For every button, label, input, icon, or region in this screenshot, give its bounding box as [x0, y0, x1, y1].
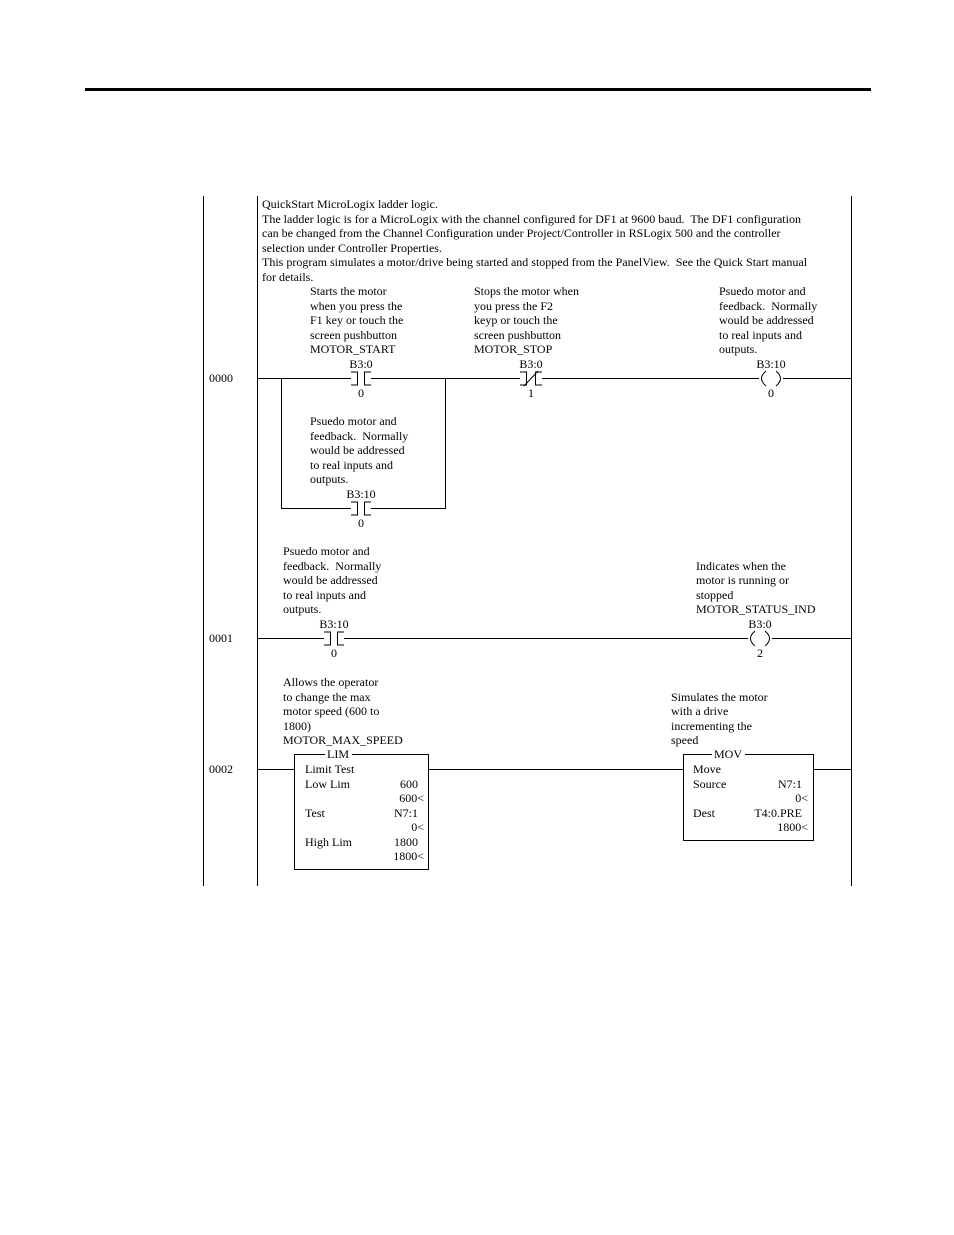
lim-low-lim-current: 600<: [399, 791, 424, 805]
lim-block-type: LIM: [327, 746, 349, 761]
lim-block-comment: motor speed (600 to: [283, 704, 380, 719]
header-comment-line: selection under Controller Properties.: [262, 240, 442, 255]
branch-contact-comment: would be addressed: [310, 443, 405, 458]
lim-block-comment: Allows the operator: [283, 675, 379, 689]
status-coil-bit: 2: [757, 646, 763, 660]
branch-contact-comment: Psuedo motor and: [310, 414, 397, 428]
output-coil-comment: to real inputs and: [719, 327, 802, 342]
start-contact-comment: MOTOR_START: [310, 342, 396, 357]
output-coil-address: B3:10: [756, 356, 786, 371]
lim-high-lim-value: 1800: [394, 834, 418, 849]
output-coil-bit: 0: [768, 386, 774, 400]
mov-block-comment: with a drive: [671, 704, 729, 719]
rung-number: 0002: [209, 762, 233, 776]
output-coil-comment: feedback. Normally: [719, 298, 818, 313]
start-contact-address: B3:0: [349, 356, 373, 371]
stop-contact-comment: Stops the motor when: [474, 284, 579, 298]
stop-contact-comment: screen pushbutton: [474, 327, 561, 342]
lim-high-lim-label: High Lim: [305, 834, 352, 849]
mov-block-comment: speed: [671, 733, 699, 748]
status-coil-comment: MOTOR_STATUS_IND: [696, 602, 816, 617]
mov-source-label: Source: [693, 776, 727, 791]
branch-contact-comment: outputs.: [310, 472, 349, 487]
header-comment-line: The ladder logic is for a MicroLogix with the channel configured for DF1 at 9600 baud. The DF1 configuration: [262, 211, 801, 226]
feedback-contact-comment: feedback. Normally: [283, 558, 382, 573]
status-coil-address: B3:0: [748, 616, 772, 631]
rung-number: 0001: [209, 631, 233, 645]
status-coil-comment: Indicates when the: [696, 558, 786, 573]
stop-contact-address: B3:0: [519, 356, 543, 371]
header-comment-line: QuickStart MicroLogix ladder logic.: [262, 197, 438, 211]
feedback-contact-symbol: [324, 632, 344, 645]
mov-block-comment: Simulates the motor: [671, 689, 768, 704]
feedback-contact-bit: 0: [331, 646, 337, 660]
lim-block-comment: to change the max: [283, 689, 371, 704]
lim-block-comment: MOTOR_MAX_SPEED: [283, 733, 403, 748]
lim-low-lim-label: Low Lim: [305, 776, 350, 791]
feedback-contact-comment: to real inputs and: [283, 587, 366, 602]
lim-low-lim-value: 600: [400, 776, 418, 791]
branch-contact-bit: 0: [358, 516, 364, 530]
branch-contact-address: B3:10: [346, 486, 376, 501]
mov-dest-current: 1800<: [777, 820, 808, 834]
mov-block-comment: incrementing the: [671, 718, 752, 733]
lim-test-value: N7:1: [394, 805, 418, 820]
mov-block-type: MOV: [714, 746, 743, 761]
lim-block-title: Limit Test: [305, 761, 355, 776]
stop-contact-symbol: [520, 371, 542, 386]
status-coil-comment: stopped: [696, 587, 734, 602]
output-coil-b3-10-symbol: [762, 371, 781, 386]
output-coil-comment: Psuedo motor and: [719, 284, 806, 298]
feedback-contact-address: B3:10: [319, 616, 349, 631]
output-coil-comment: would be addressed: [719, 313, 814, 328]
stop-contact-bit: 1: [528, 386, 534, 400]
start-contact-symbol: [351, 372, 371, 385]
stop-contact-comment: you press the F2: [474, 298, 553, 313]
lim-test-label: Test: [305, 805, 325, 820]
start-contact-comment: when you press the: [310, 298, 403, 313]
stop-contact-comment: MOTOR_STOP: [474, 342, 553, 357]
start-contact-comment: F1 key or touch the: [310, 313, 404, 328]
mov-block-title: Move: [693, 761, 721, 776]
branch-contact-comment: feedback. Normally: [310, 428, 409, 443]
start-contact-comment: screen pushbutton: [310, 327, 397, 342]
header-comment-line: This program simulates a motor/drive being started and stopped from the PanelView. See the Quick Start manual: [262, 255, 808, 270]
feedback-contact-comment: would be addressed: [283, 573, 378, 588]
feedback-contact-comment: outputs.: [283, 602, 322, 617]
output-coil-comment: outputs.: [719, 342, 758, 357]
lim-high-lim-current: 1800<: [393, 849, 424, 863]
mov-dest-label: Dest: [693, 805, 715, 820]
status-coil-symbol: [751, 631, 770, 646]
lim-block-comment: 1800): [283, 718, 311, 733]
lim-test-current: 0<: [411, 820, 424, 834]
status-coil-comment: motor is running or: [696, 573, 789, 588]
stop-contact-comment: keyp or touch the: [474, 313, 558, 328]
start-contact-bit: 0: [358, 386, 364, 400]
start-contact-comment: Starts the motor: [310, 284, 387, 298]
header-comment-line: for details.: [262, 270, 314, 284]
rung-number: 0000: [209, 371, 233, 385]
mov-dest-value: T4:0.PRE: [754, 805, 802, 820]
header-comment-line: can be changed from the Channel Configuration under Project/Controller in RSLogix 500 and the controller: [262, 226, 781, 241]
mov-source-value: N7:1: [778, 776, 802, 791]
branch-contact-comment: to real inputs and: [310, 457, 393, 472]
mov-source-current: 0<: [795, 791, 808, 805]
feedback-contact-comment: Psuedo motor and: [283, 544, 370, 558]
branch-contact-symbol: [351, 502, 371, 515]
